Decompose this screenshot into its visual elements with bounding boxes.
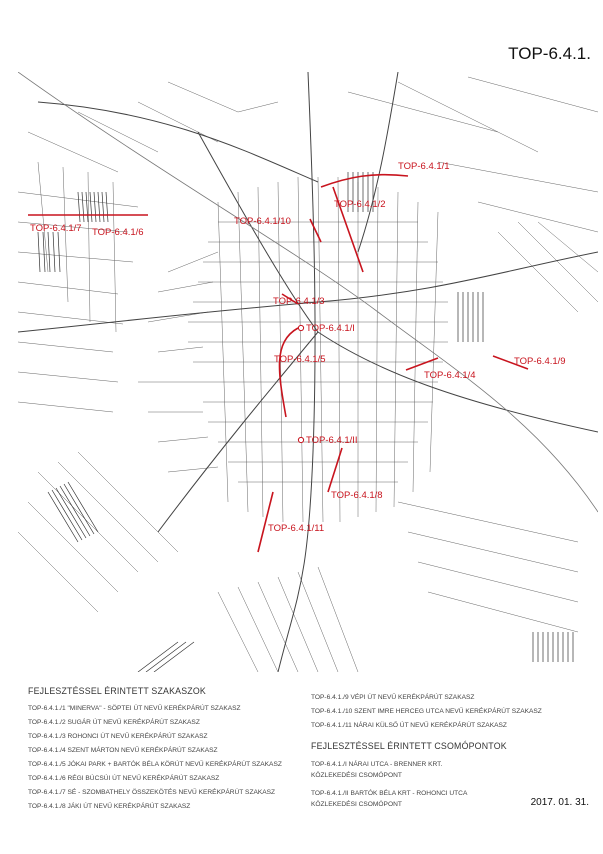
label-route-9: TOP-6.4.1/9: [514, 356, 566, 367]
label-route-4: TOP-6.4.1/4: [424, 370, 476, 381]
legend-node-1-line1: TOP-6.4.1./I NÁRAI UTCA - BRENNER KRT.: [311, 761, 443, 768]
date-label: 2017. 01. 31.: [530, 797, 589, 808]
legend-node-1-line2: KÖZLEKEDÉSI CSOMÓPONT: [311, 772, 402, 779]
route-1: [321, 175, 408, 187]
sheet-id: TOP-6.4.1.: [508, 44, 591, 63]
legend-segment-7: TOP-6.4.1./7 SÉ - SZOMBATHELY ÖSSZEKÖTÉS NEVŰ KERÉKPÁRÚT SZAKASZ: [28, 789, 276, 796]
railway: [18, 72, 598, 512]
label-route-10: TOP-6.4.1/10: [234, 216, 291, 227]
legend-segment-2: TOP-6.4.1./2 SUGÁR ÚT NEVŰ KERÉKPÁRÚT SZAKASZ: [28, 719, 200, 726]
legend-segment-8: TOP-6.4.1./8 JÁKI ÚT NEVŰ KERÉKPÁRÚT SZAKASZ: [28, 803, 191, 810]
label-route-5: TOP-6.4.1/5: [274, 354, 326, 365]
label-route-2: TOP-6.4.1/2: [334, 199, 386, 210]
label-junction-II: TOP-6.4.1/II: [306, 435, 358, 446]
segments-legend-title: FEJLESZTÉSSEL ÉRINTETT SZAKASZOK: [28, 686, 206, 696]
label-route-11: TOP-6.4.1/11: [268, 523, 325, 534]
label-route-7: TOP-6.4.1/7: [30, 223, 82, 234]
route-5: [279, 328, 298, 417]
junction-II: [298, 437, 303, 442]
label-junction-I: TOP-6.4.1/I: [306, 323, 355, 334]
label-route-1: TOP-6.4.1/1: [398, 161, 450, 172]
legend-segment-1: TOP-6.4.1./1 "MINERVA" - SÖPTEI ÚT NEVŰ KERÉKPÁRÚT SZAKASZ: [28, 705, 241, 712]
route-labels: [30, 161, 566, 534]
nodes-legend-title: FEJLESZTÉSSEL ÉRINTETT CSOMÓPONTOK: [311, 741, 507, 751]
label-route-6: TOP-6.4.1/6: [92, 227, 144, 238]
route-10: [310, 219, 321, 242]
legend-segment-5: TOP-6.4.1./5 JÓKAI PARK + BARTÓK BÉLA KÖRÚT NEVŰ KERÉKPÁRÚT SZAKASZ: [28, 761, 282, 768]
legend-segment-3: TOP-6.4.1./3 ROHONCI ÚT NEVŰ KERÉKPÁRÚT SZAKASZ: [28, 733, 208, 740]
city-map[interactable]: [18, 72, 598, 672]
legend-segment-10: TOP-6.4.1./10 SZENT IMRE HERCEG UTCA NEVŰ KERÉKPÁRÚT SZAKASZ: [311, 708, 542, 715]
legend-segment-11: TOP-6.4.1./11 NÁRAI KÜLSŐ ÚT NEVŰ KERÉKPÁRÚT SZAKASZ: [311, 722, 507, 729]
legend-node-2-line1: TOP-6.4.1./II BARTÓK BÉLA KRT - ROHONCI UTCA: [311, 790, 468, 797]
junction-I: [298, 325, 303, 330]
label-route-3: TOP-6.4.1/3: [273, 296, 325, 307]
legend-segment-9: TOP-6.4.1./9 VÉPI ÚT NEVŰ KERÉKPÁRÚT SZAKASZ: [311, 694, 475, 701]
label-route-8: TOP-6.4.1/8: [331, 490, 383, 501]
field-parcels: [18, 77, 598, 672]
legend-segment-4: TOP-6.4.1./4 SZENT MÁRTON NEVŰ KERÉKPÁRÚT SZAKASZ: [28, 747, 218, 754]
route-11: [258, 492, 273, 552]
street-grid: [138, 177, 448, 522]
main-roads: [18, 72, 598, 672]
legend-segment-6: TOP-6.4.1./6 RÉGI BÚCSÚI ÚT NEVŰ KERÉKPÁRÚT SZAKASZ: [28, 775, 220, 782]
legend-node-2-line2: KÖZLEKEDÉSI CSOMÓPONT: [311, 801, 402, 808]
